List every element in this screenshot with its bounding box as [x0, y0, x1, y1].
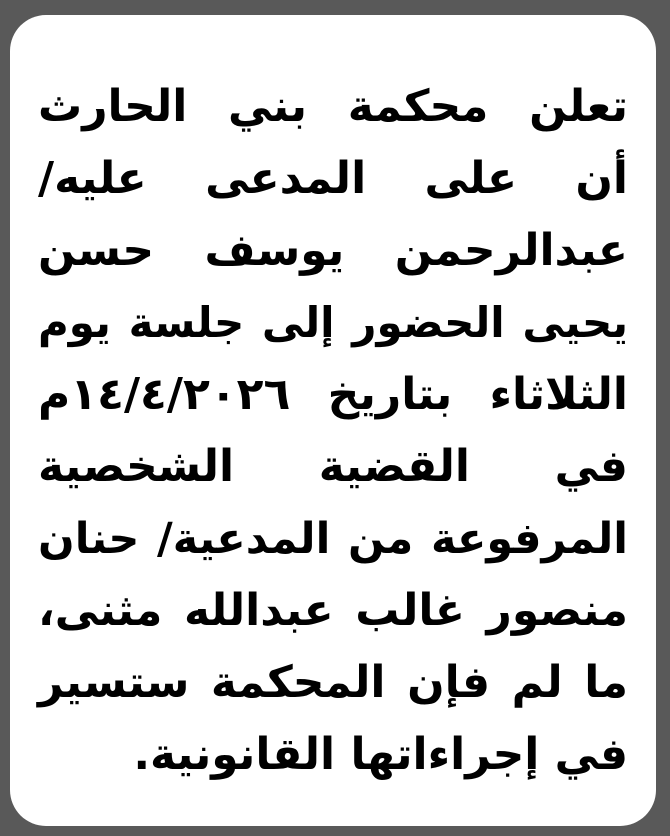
notice-body [10, 15, 656, 826]
notice-line-2: أن على المدعى عليه/ [38, 153, 628, 204]
notice-line-5: الثلاثاء بتاريخ ١٤/٤/٢٠٢٦م [38, 369, 628, 420]
notice-line-3: عبدالرحمن يوسف حسن [38, 225, 628, 276]
notice-line-9: ما لم فإن المحكمة ستسير [38, 657, 628, 708]
notice-card [10, 15, 656, 826]
notice-line-4: يحيى الحضور إلى جلسة يوم [38, 298, 628, 347]
notice-line-8: منصور غالب عبدالله مثنى، [38, 585, 628, 636]
notice-line-1: تعلن محكمة بني الحارث [38, 81, 628, 132]
notice-line-7: المرفوعة من المدعية/ حنان [38, 514, 628, 564]
notice-line-6: في القضية الشخصية [38, 441, 628, 492]
notice-line-10: في إجراءاتها القانونية. [133, 729, 628, 780]
